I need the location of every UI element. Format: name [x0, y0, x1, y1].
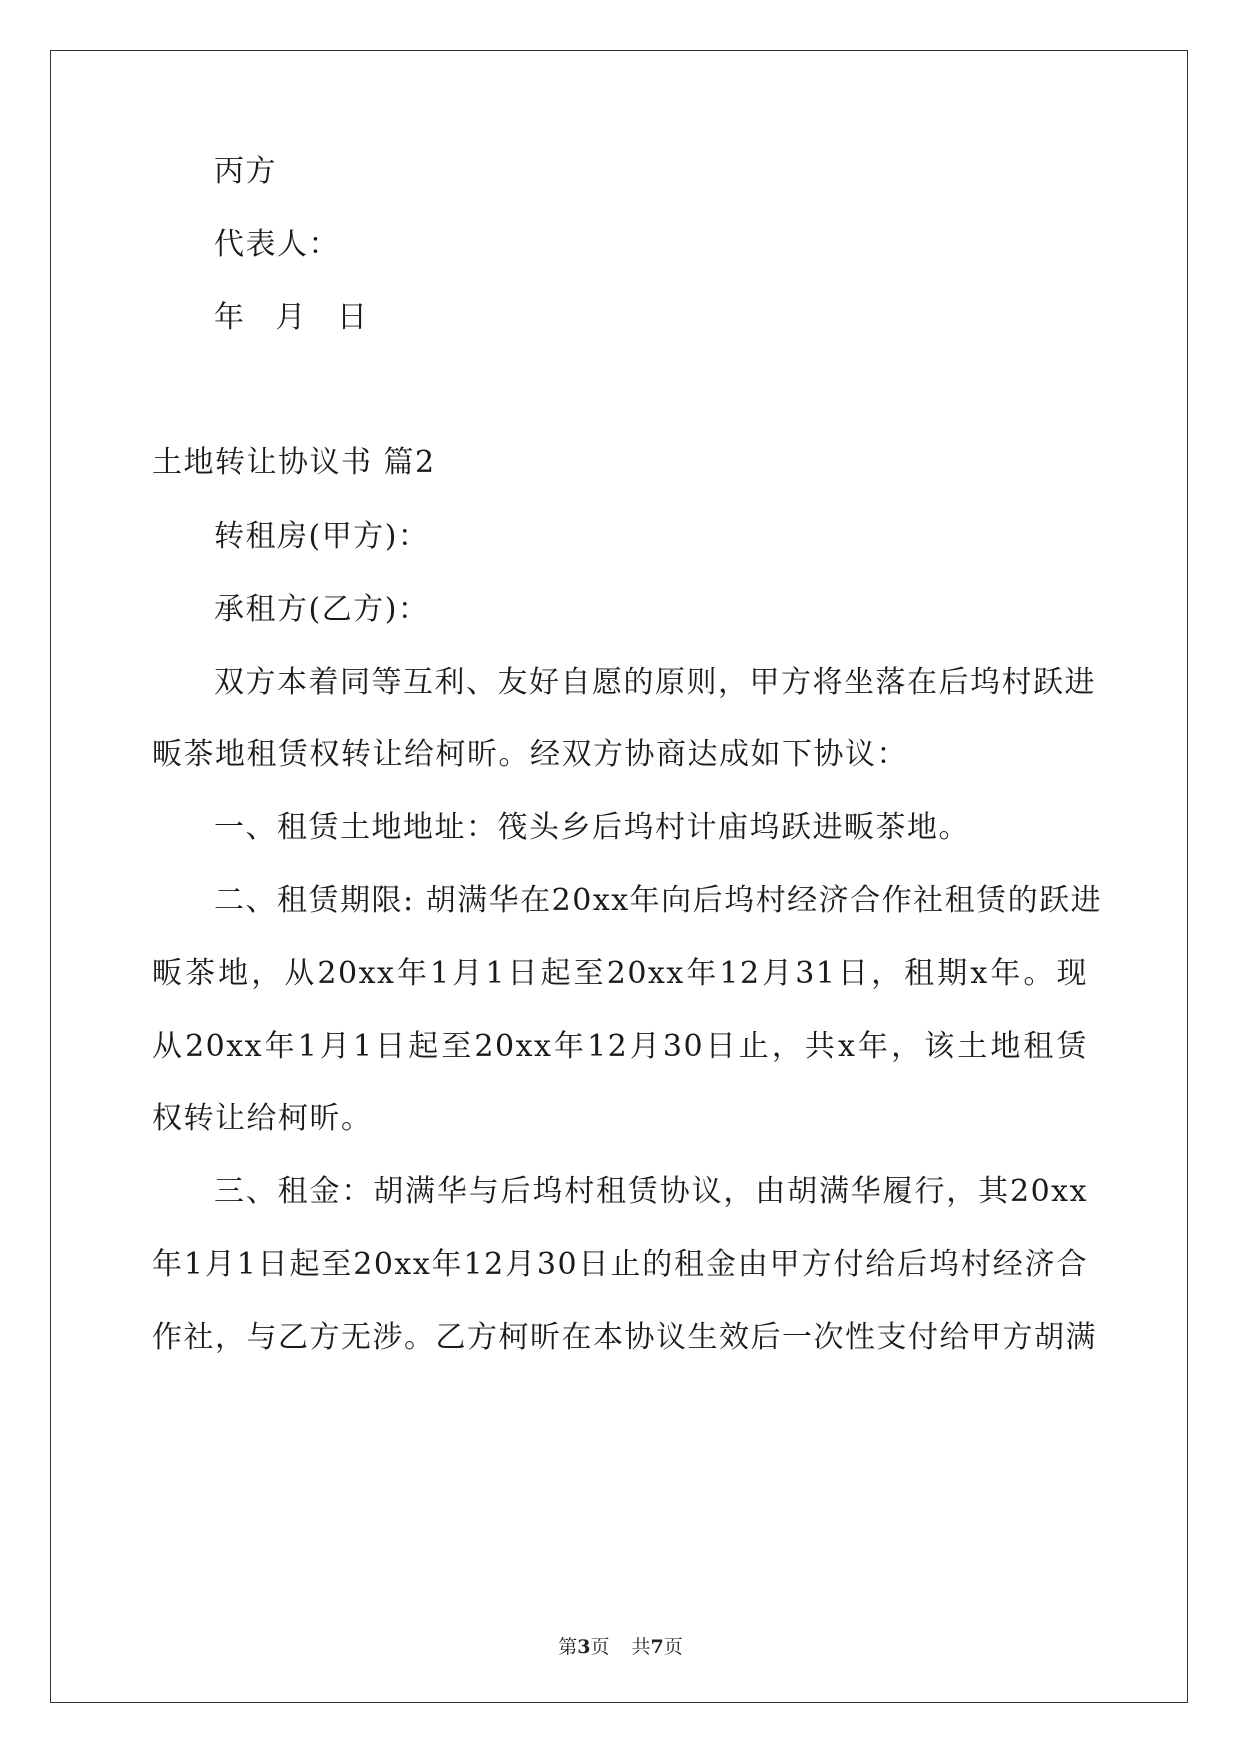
paragraph-line: 转租房(甲方)： [214, 519, 430, 554]
date-year: 年 [214, 300, 246, 335]
footer-current-page: 3 [577, 1636, 591, 1658]
signature-date [214, 298, 369, 338]
footer-total-prefix: 共 [631, 1636, 651, 1658]
paragraph-line: 年1月1日起至20xx年12月30日止的租金由甲方付给后坞村经济合 [152, 1247, 1088, 1282]
paragraph-line: 畈茶地，从20xx年1月1日起至20xx年12月31日，租期x年。现 [152, 956, 1088, 991]
paragraph-line: 权转让给柯昕。 [152, 1101, 373, 1136]
signature-party-c: 丙方 [214, 154, 277, 189]
paragraph-line: 三、租金：胡满华与后坞村租赁协议，由胡满华履行，其20xx [214, 1174, 1088, 1209]
paragraph-line: 从20xx年1月1日起至20xx年12月30日止，共x年，该土地租赁 [152, 1029, 1088, 1064]
signature-representative: 代表人： [214, 227, 340, 262]
paragraph-line: 双方本着同等互利、友好自愿的原则，甲方将坐落在后坞村跃进 [214, 665, 1096, 700]
footer-prefix: 第 [558, 1636, 578, 1658]
footer-total-pages: 7 [650, 1636, 664, 1658]
footer-page-word: 页 [590, 1636, 610, 1658]
paragraph-line: 承租方(乙方)： [214, 592, 430, 627]
section-heading: 土地转让协议书 篇2 [152, 445, 436, 480]
footer-total-suffix: 页 [663, 1636, 683, 1658]
page-footer [0, 1632, 1241, 1659]
paragraph-line: 畈茶地租赁权转让给柯昕。经双方协商达成如下协议： [152, 737, 908, 772]
date-month: 月 [275, 300, 307, 335]
date-day: 日 [337, 300, 369, 335]
paragraph-line: 一、租赁土地地址：筏头乡后坞村计庙坞跃进畈茶地。 [214, 810, 970, 845]
paragraph-line: 作社，与乙方无涉。乙方柯昕在本协议生效后一次性支付给甲方胡满 [152, 1320, 1097, 1355]
paragraph-line: 二、租赁期限: 胡满华在20xx年向后坞村经济合作社租赁的跃进 [214, 883, 1103, 918]
